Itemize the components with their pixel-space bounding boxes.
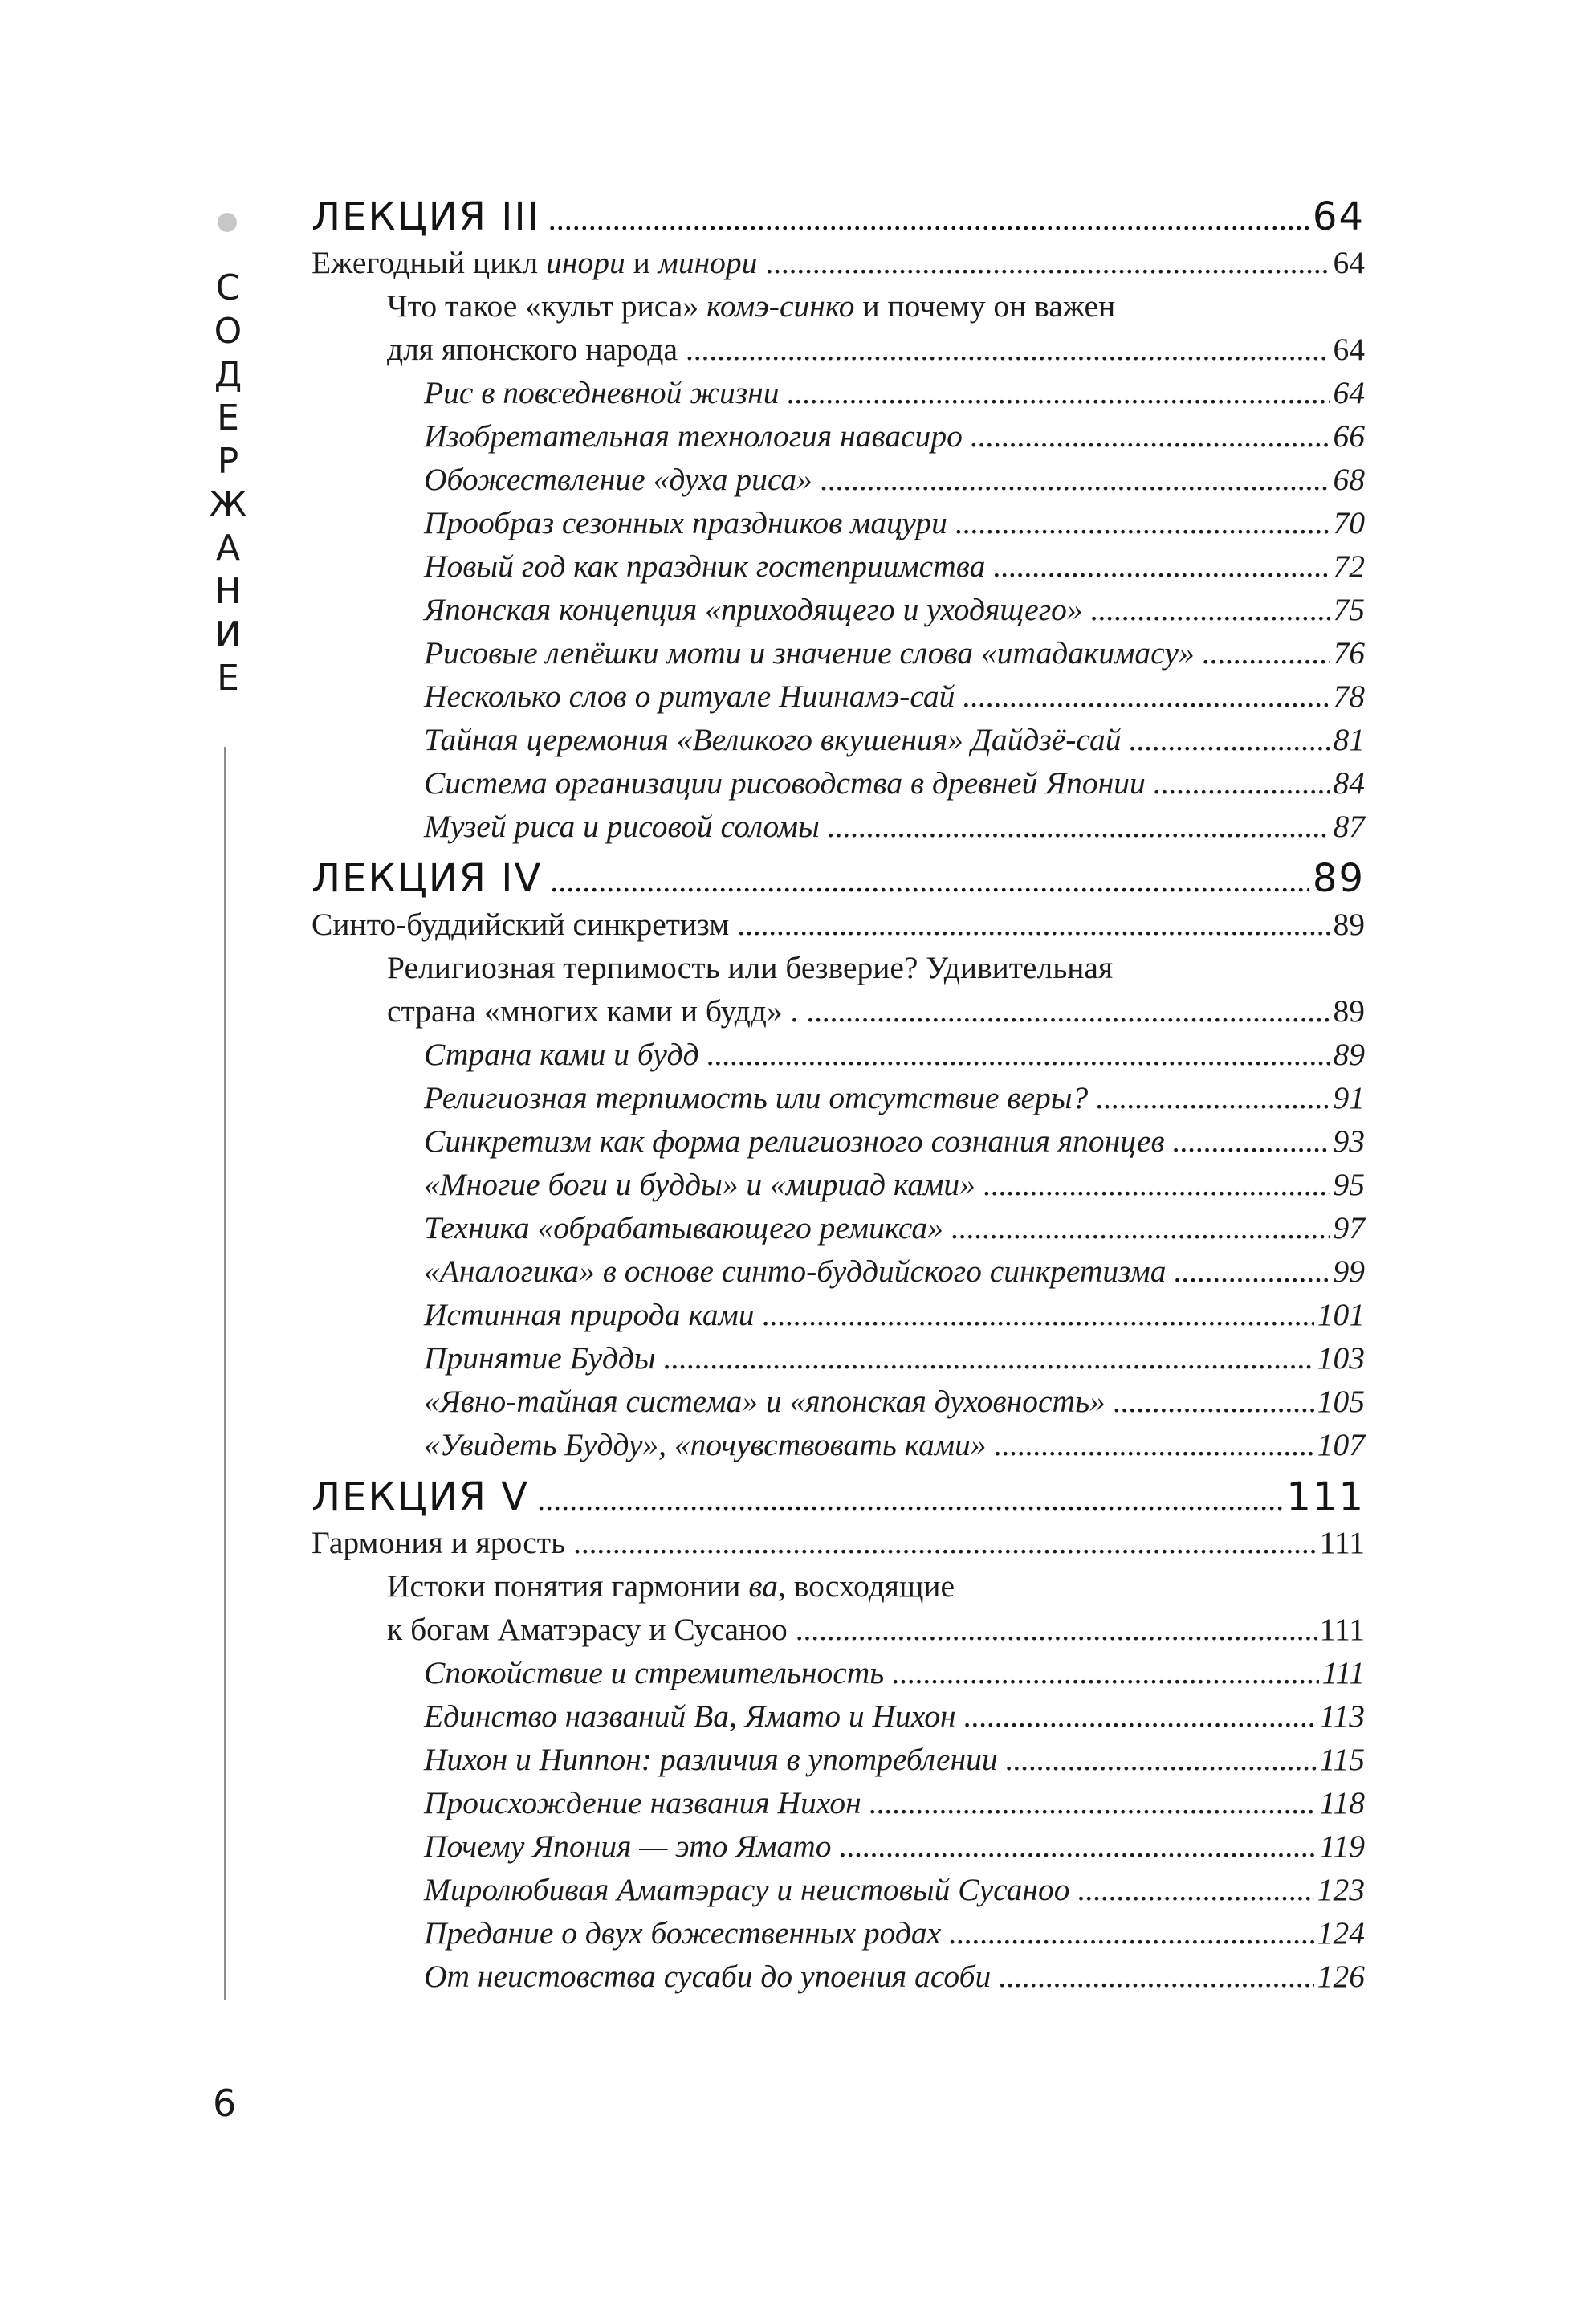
toc-item[interactable] [312,544,1365,588]
toc-item-page: 111 [1321,1655,1365,1690]
toc-item-page: 93 [1333,1123,1365,1159]
toc-item-title: Новый год как праздник гостеприимства [424,548,986,584]
leader-dots [1114,1380,1314,1423]
toc-item-page: 84 [1333,765,1365,801]
toc-item-title: Рисовые лепёшки моти и значение слова «итадакимасу» [424,635,1195,671]
toc-item-page: 126 [1317,1959,1365,1994]
lecture-title: ЛЕКЦИЯ V [312,1474,530,1519]
toc-item-page: 115 [1319,1742,1365,1777]
leader-dots [995,1423,1314,1466]
toc-item-title: Прообраз сезонных праздников мацури [424,505,947,540]
toc-item-title: Истинная природа ками [424,1297,755,1332]
leader-dots [765,241,1330,284]
toc-item[interactable] [312,501,1365,544]
toc-item-title: Миролюбивая Аматэрасу и неистовый Сусаноо [424,1872,1070,1907]
toc-item[interactable] [312,1694,1365,1738]
leader-dots [796,1608,1317,1651]
toc-item[interactable] [312,1868,1365,1911]
sidebar-title-letter: О [214,311,242,352]
toc-item-title: Религиозная терпимость или отсутствие веры? [424,1080,1089,1115]
lecture-4-items [312,1033,1365,1466]
toc-item[interactable] [312,1423,1365,1466]
toc-item-page: 68 [1333,462,1365,497]
chapter-entry[interactable] [312,903,1365,946]
lecture-title: ЛЕКЦИЯ III [312,194,540,239]
toc-item[interactable] [312,458,1365,501]
toc-item[interactable] [312,1955,1365,1998]
sidebar-dot [218,213,237,232]
lecture-page: 89 [1312,856,1365,901]
leader-dots [1175,1250,1330,1293]
toc-item-title: От неистовства сусаби до упоения асоби [424,1959,992,1994]
toc-item-title: Спокойствие и стремительность [424,1655,885,1690]
chapter-page: 111 [1319,1525,1365,1560]
toc-item[interactable] [312,1380,1365,1423]
toc-item-page: 99 [1333,1254,1365,1289]
toc-item-page: 107 [1317,1427,1365,1462]
leader-dots [951,1206,1330,1250]
toc-item[interactable] [312,1119,1365,1163]
leader-dots [955,501,1330,544]
toc-item-title: Тайная церемония «Великого вкушения» Дайдзё-сай [424,722,1122,757]
toc-item-page: 76 [1333,635,1365,671]
toc-item-page: 124 [1317,1915,1365,1951]
leader-dots [806,989,1330,1033]
leader-dots [763,1293,1314,1336]
leader-dots [573,1521,1317,1564]
toc-item-title: Система организации рисоводства в древней Японии [424,765,1146,801]
lecture-title: ЛЕКЦИЯ IV [312,856,543,901]
chapter-title: Гармония и ярость [312,1525,566,1560]
leader-dots [971,414,1330,458]
toc-item[interactable] [312,1781,1365,1825]
toc-item[interactable] [312,805,1365,848]
table-of-contents [312,193,1365,1998]
toc-item-title: Страна ками и будд [424,1037,699,1072]
toc-item-title: Японская концепция «приходящего и уходящего» [424,592,1083,627]
chapter-title: Ежегодный цикл инори и минори [312,245,758,280]
leader-dots [949,1911,1314,1955]
sidebar-vertical-title [202,267,254,700]
section-page: 64 [1333,332,1365,367]
leader-dots [821,458,1330,501]
leader-dots [840,1825,1317,1868]
toc-item-page: 119 [1319,1829,1365,1864]
toc-item[interactable] [312,1163,1365,1206]
section-title-line2: к богам Аматэрасу и Сусаноо [387,1612,788,1647]
toc-item[interactable] [312,1293,1365,1336]
leader-dots [686,328,1330,371]
toc-item-title: Техника «обрабатывающего ремикса» [424,1210,943,1246]
section-title-line1: Что такое «культ риса» комэ-синко и почему он важен [387,288,1116,324]
toc-item-page: 105 [1317,1384,1365,1419]
toc-item-page: 78 [1333,679,1365,714]
toc-item[interactable] [312,675,1365,718]
toc-item-page: 81 [1333,722,1365,757]
toc-item-title: «Увидеть Будду», «почувствовать ками» [424,1427,987,1462]
leader-dots [963,675,1330,718]
sidebar-title-letter: Е [217,658,239,699]
toc-item[interactable] [312,1911,1365,1955]
toc-item-title: «Аналогика» в основе синто-буддийского синкретизма [424,1254,1167,1289]
toc-item-title: Обожествление «духа риса» [424,462,812,497]
toc-item-title: Принятие Будды [424,1340,656,1376]
toc-item[interactable] [312,1651,1365,1694]
section-title-line1: Религиозная терпимость или безверие? Удивительная [387,950,1114,985]
leader-dots [664,1336,1314,1380]
chapter-entry[interactable] [312,241,1365,284]
section-entry[interactable] [312,1608,1365,1651]
toc-item-page: 101 [1317,1297,1365,1332]
toc-item-page: 91 [1333,1080,1365,1115]
section-page: 89 [1333,993,1365,1029]
chapter-page: 64 [1333,245,1365,280]
section-title-line2: страна «многих ками и будд» . [387,993,799,1029]
leader-dots [983,1163,1330,1206]
toc-item-title: Предание о двух божественных родах [424,1915,942,1951]
sidebar-title-letter: Е [217,398,239,438]
leader-dots [1203,631,1330,675]
toc-item[interactable] [312,1336,1365,1380]
toc-item-page: 95 [1333,1167,1365,1202]
sidebar-title-letter: Р [217,441,239,482]
toc-item-title: Единство названий Ва, Ямато и Нихон [424,1698,956,1734]
lecture-5-heading[interactable] [312,1473,1365,1521]
toc-item-page: 75 [1333,592,1365,627]
toc-item-page: 113 [1319,1698,1365,1734]
toc-item-title: Музей риса и рисовой соломы [424,809,820,844]
leader-dots [1096,1076,1330,1119]
toc-item-page: 123 [1317,1872,1365,1907]
toc-item-title: Нихон и Ниппон: различия в употреблении [424,1742,998,1777]
toc-item-page: 72 [1333,548,1365,584]
sidebar-title-letter: Д [214,354,242,395]
leader-dots [828,805,1330,848]
toc-item[interactable] [312,1250,1365,1293]
leader-dots [892,1651,1318,1694]
toc-item[interactable] [312,414,1365,458]
leader-dots [787,371,1330,414]
leader-dots [1077,1868,1313,1911]
toc-item-title: «Явно-тайная система» и «японская духовность» [424,1384,1106,1419]
sidebar-title-letter: Ж [209,484,247,525]
leader-dots [548,195,1309,243]
toc-item-title: Синкретизм как форма религиозного сознания японцев [424,1123,1165,1159]
sidebar-title-letter: С [215,267,241,308]
chapter-page: 89 [1333,907,1365,942]
toc-item[interactable] [312,1033,1365,1076]
leader-dots [550,857,1309,905]
section-entry[interactable] [312,328,1365,371]
section-page: 111 [1319,1612,1365,1647]
toc-item[interactable] [312,588,1365,631]
toc-item[interactable] [312,718,1365,761]
lecture-page: 111 [1286,1474,1365,1519]
toc-item[interactable] [312,371,1365,414]
toc-item[interactable] [312,1825,1365,1868]
leader-dots [964,1694,1317,1738]
leader-dots [1006,1738,1317,1781]
toc-item[interactable] [312,761,1365,805]
leader-dots [537,1475,1283,1523]
toc-item-page: 66 [1333,418,1365,454]
leader-dots [993,544,1330,588]
toc-item-title: Рис в повседневной жизни [424,375,780,410]
leader-dots [1129,718,1330,761]
section-title-line2: для японского народа [387,332,678,367]
toc-item[interactable] [312,1738,1365,1781]
toc-item-page: 70 [1333,505,1365,540]
toc-item-page: 97 [1333,1210,1365,1246]
sidebar-title-letter: И [214,614,242,655]
toc-item-title: Почему Япония — это Ямато [424,1829,832,1864]
leader-dots [999,1955,1314,1998]
leader-dots [737,903,1330,946]
sidebar-title-letter: А [215,528,241,569]
page-number: 6 [213,2081,237,2125]
lecture-page: 64 [1312,194,1365,239]
leader-dots [1091,588,1330,631]
toc-item[interactable] [312,1206,1365,1250]
chapter-title: Синто-буддийский синкретизм [312,907,730,942]
chapter-entry[interactable] [312,1521,1365,1564]
section-entry[interactable] [312,989,1365,1033]
leader-dots [1173,1119,1330,1163]
sidebar-title-letter: Н [214,571,242,612]
toc-item-page: 103 [1317,1340,1365,1376]
toc-item-title: Изобретательная технология навасиро [424,418,963,454]
lecture-3-items [312,371,1365,848]
lecture-4-heading[interactable] [312,854,1365,903]
leader-dots [869,1781,1317,1825]
leader-dots [707,1033,1330,1076]
lecture-5-items [312,1651,1365,1998]
toc-item-title: «Многие боги и будды» и «мириад ками» [424,1167,975,1202]
toc-item-page: 118 [1319,1785,1365,1820]
toc-item-page: 89 [1333,1037,1365,1072]
toc-item[interactable] [312,1076,1365,1119]
toc-item-page: 64 [1333,375,1365,410]
leader-dots [1154,761,1330,805]
toc-item[interactable] [312,631,1365,675]
lecture-3-heading[interactable] [312,193,1365,241]
toc-item-page: 87 [1333,809,1365,844]
toc-item-title: Происхождение названия Нихон [424,1785,861,1820]
section-title-line1: Истоки понятия гармонии ва, восходящие [387,1568,955,1604]
toc-item-title: Несколько слов о ритуале Ниинамэ-сай [424,679,955,714]
sidebar-rule [224,747,226,2000]
